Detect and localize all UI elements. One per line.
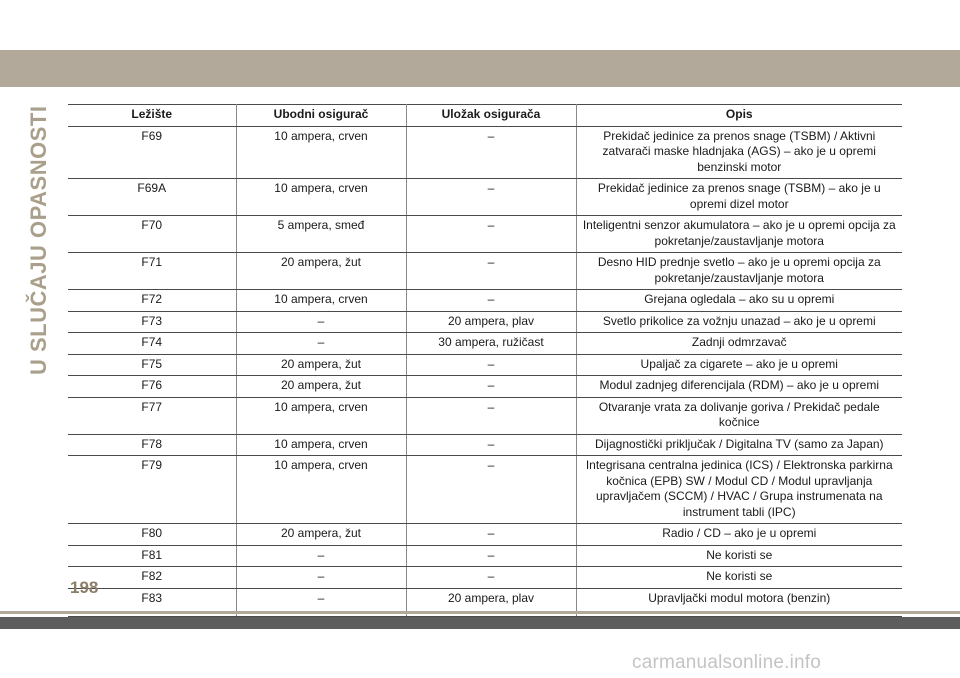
cell-blade-fuse: 10 ampera, crven — [236, 179, 406, 216]
cell-blade-fuse: 20 ampera, žut — [236, 354, 406, 376]
cell-cartridge-fuse: – — [406, 126, 576, 179]
cell-description: Modul zadnjeg diferencijala (RDM) – ako je u opremi — [576, 376, 902, 398]
section-title-text: U SLUČAJU OPASNOSTI — [26, 105, 51, 375]
cell-description: Ne koristi se — [576, 567, 902, 589]
cell-cartridge-fuse: – — [406, 456, 576, 524]
cell-description: Svetlo prikolice za vožnju unazad – ako je u opremi — [576, 311, 902, 333]
table-row — [68, 434, 902, 456]
cell-blade-fuse: 20 ampera, žut — [236, 524, 406, 546]
cell-description: Otvaranje vrata za dolivanje goriva / Prekidač pedale kočnice — [576, 397, 902, 434]
cell-cartridge-fuse: – — [406, 290, 576, 312]
cell-cartridge-fuse: – — [406, 524, 576, 546]
table-row — [68, 354, 902, 376]
cell-description: Desno HID prednje svetlo – ako je u opremi opcija za pokretanje/zaustavljanje motora — [576, 253, 902, 290]
cell-description: Radio / CD – ako je u opremi — [576, 524, 902, 546]
cell-cartridge-fuse: – — [406, 434, 576, 456]
table-row — [68, 376, 902, 398]
cell-blade-fuse: – — [236, 588, 406, 616]
cell-location: F83 — [68, 588, 236, 616]
cell-cartridge-fuse: – — [406, 545, 576, 567]
cell-description: Zadnji odmrzavač — [576, 333, 902, 355]
cell-cartridge-fuse: 20 ampera, plav — [406, 588, 576, 616]
column-header-cartridge-fuse: Uložak osigurača — [406, 105, 576, 127]
cell-blade-fuse: 20 ampera, žut — [236, 253, 406, 290]
footer-band — [0, 617, 960, 629]
cell-cartridge-fuse: – — [406, 179, 576, 216]
page-number: 198 — [70, 578, 99, 597]
fuse-table-body — [68, 126, 902, 616]
footer-line — [0, 611, 960, 614]
cell-description: Ne koristi se — [576, 545, 902, 567]
table-row — [68, 126, 902, 179]
cell-location: F79 — [68, 456, 236, 524]
cell-location: F77 — [68, 397, 236, 434]
table-row — [68, 179, 902, 216]
cell-cartridge-fuse: – — [406, 354, 576, 376]
cell-blade-fuse: – — [236, 311, 406, 333]
cell-cartridge-fuse: 30 ampera, ružičast — [406, 333, 576, 355]
cell-location: F69 — [68, 126, 236, 179]
cell-cartridge-fuse: – — [406, 216, 576, 253]
cell-location: F75 — [68, 354, 236, 376]
cell-location: F80 — [68, 524, 236, 546]
cell-description: Inteligentni senzor akumulatora – ako je u opremi opcija za pokretanje/zaustavljanje motora — [576, 216, 902, 253]
cell-blade-fuse: 10 ampera, crven — [236, 397, 406, 434]
table-row — [68, 216, 902, 253]
cell-location: F69A — [68, 179, 236, 216]
watermark-text: carmanualsonline.info — [632, 652, 822, 673]
cell-location: F78 — [68, 434, 236, 456]
cell-location: F71 — [68, 253, 236, 290]
cell-blade-fuse: 10 ampera, crven — [236, 290, 406, 312]
header-band — [0, 50, 960, 87]
cell-description: Dijagnostički priključak / Digitalna TV (samo za Japan) — [576, 434, 902, 456]
cell-description: Upaljač za cigarete – ako je u opremi — [576, 354, 902, 376]
cell-blade-fuse: 5 ampera, smeđ — [236, 216, 406, 253]
cell-cartridge-fuse: – — [406, 397, 576, 434]
cell-blade-fuse: 10 ampera, crven — [236, 456, 406, 524]
cell-blade-fuse: 10 ampera, crven — [236, 126, 406, 179]
column-header-blade-fuse: Ubodni osigurač — [236, 105, 406, 127]
table-row — [68, 397, 902, 434]
cell-location: F72 — [68, 290, 236, 312]
cell-description: Integrisana centralna jedinica (ICS) / Elektronska parkirna kočnica (EPB) SW / Modul CD / Modul upravljanja upravljačem (SCCM) / HVAC / Grupa instrumenata na instrument tabli (IPC) — [576, 456, 902, 524]
cell-cartridge-fuse: – — [406, 376, 576, 398]
cell-blade-fuse: 10 ampera, crven — [236, 434, 406, 456]
table-row — [68, 333, 902, 355]
cell-description: Prekidač jedinice za prenos snage (TSBM) – ako je u opremi dizel motor — [576, 179, 902, 216]
cell-location: F73 — [68, 311, 236, 333]
cell-location: F82 — [68, 567, 236, 589]
table-row — [68, 290, 902, 312]
fuse-table — [68, 104, 902, 617]
table-row — [68, 524, 902, 546]
cell-description: Prekidač jedinice za prenos snage (TSBM) / Aktivni zatvarači maske hladnjaka (AGS) – ako je u opremi benzinski motor — [576, 126, 902, 179]
table-row — [68, 567, 902, 589]
column-header-location: Ležište — [68, 105, 236, 127]
cell-cartridge-fuse: – — [406, 567, 576, 589]
column-header-description: Opis — [576, 105, 902, 127]
cell-description: Upravljački modul motora (benzin) — [576, 588, 902, 616]
cell-location: F81 — [68, 545, 236, 567]
cell-description: Grejana ogledala – ako su u opremi — [576, 290, 902, 312]
cell-location: F76 — [68, 376, 236, 398]
cell-cartridge-fuse: – — [406, 253, 576, 290]
table-row — [68, 311, 902, 333]
cell-blade-fuse: – — [236, 333, 406, 355]
cell-blade-fuse: – — [236, 567, 406, 589]
table-row — [68, 253, 902, 290]
cell-blade-fuse: 20 ampera, žut — [236, 376, 406, 398]
cell-location: F70 — [68, 216, 236, 253]
cell-location: F74 — [68, 333, 236, 355]
table-row — [68, 456, 902, 524]
table-header-row — [68, 105, 902, 127]
cell-cartridge-fuse: 20 ampera, plav — [406, 311, 576, 333]
table-row — [68, 545, 902, 567]
cell-blade-fuse: – — [236, 545, 406, 567]
